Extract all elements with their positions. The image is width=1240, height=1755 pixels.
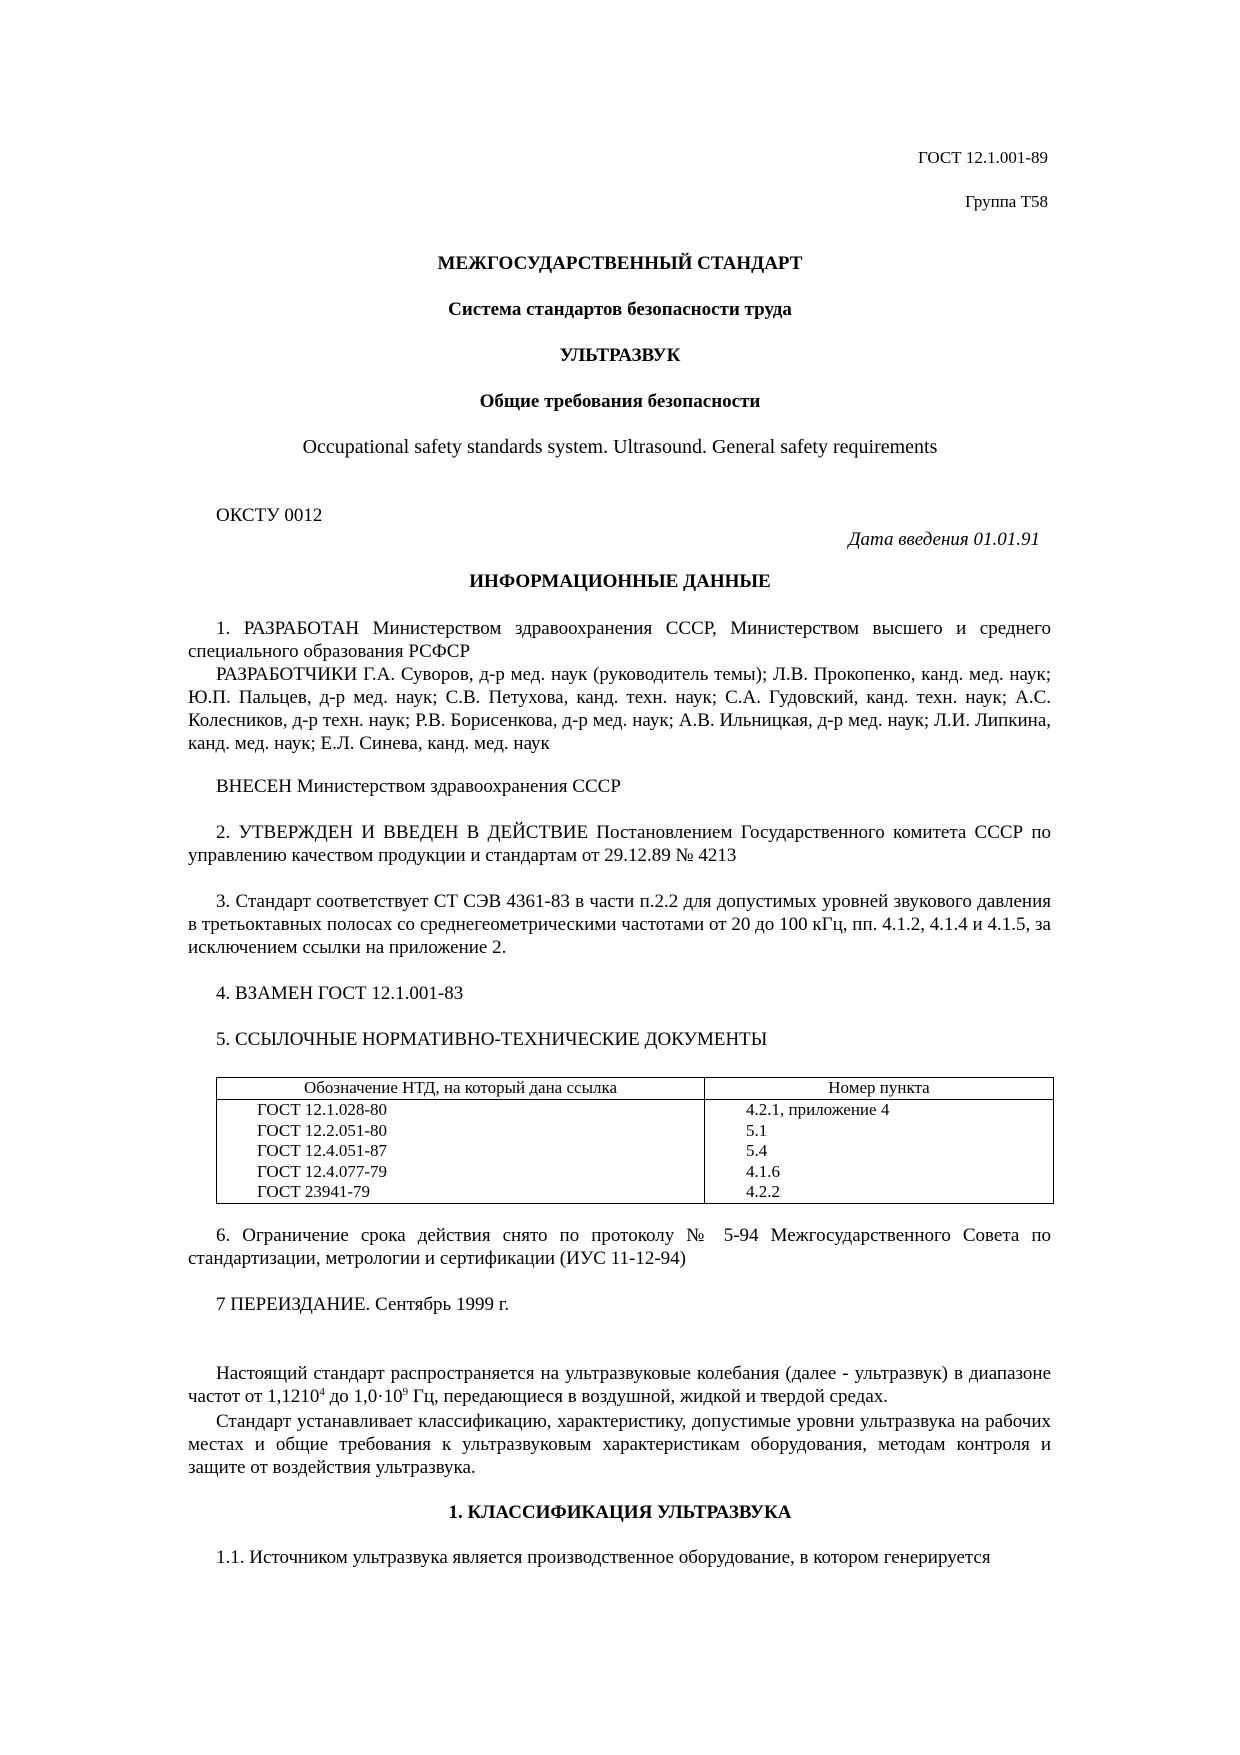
info-block-1: [188, 617, 1051, 755]
table-cell: ГОСТ 12.2.051-80: [217, 1121, 705, 1142]
standard-kind: МЕЖГОСУДАРСТВЕННЫЙ СТАНДАРТ: [437, 253, 803, 274]
info-introduced: ВНЕСЕН Министерством здравоохранения СССР: [216, 776, 621, 797]
info-developed: 1. РАЗРАБОТАН Министерством здравоохранения СССР, Министерством высшего и среднего специального образования РСФСР: [188, 618, 1051, 662]
info-block-introduced: [188, 775, 1051, 798]
clause-1-1-block: [188, 1546, 1051, 1569]
info-block-4: [188, 982, 1051, 1005]
okstu-code: ОКСТУ 0012: [216, 505, 323, 526]
doc-number: ГОСТ 12.1.001-89: [917, 148, 1048, 167]
info-approved: 2. УТВЕРЖДЕН И ВВЕДЕН В ДЕЙСТВИЕ Постановлением Государственного комитета СССР по управлению качеством продукции и стандартам от 29.12.89 № 4213: [188, 822, 1051, 866]
info-block-2: [188, 821, 1051, 867]
info-reissue: 7 ПЕРЕИЗДАНИЕ. Сентябрь 1999 г.: [216, 1294, 510, 1315]
scope-text-a: Настоящий стандарт распространяется на ультразвуковые колебания (далее - ультразвук) в диапазоне частот от 1,12: [188, 1363, 1051, 1407]
info-block-5: [188, 1028, 1051, 1051]
section-1-heading: 1. КЛАССИФИКАЦИЯ УЛЬТРАЗВУКА: [448, 1502, 792, 1523]
table-cell: 4.1.6: [705, 1162, 1054, 1183]
info-developers: РАЗРАБОТЧИКИ Г.А. Суворов, д-р мед. наук (руководитель темы); Л.В. Прокопенко, канд. мед. наук; Ю.П. Пальцев, д-р мед. наук; С.В. Петухова, канд. техн. наук; С.А. Гудовский, канд. техн. наук; А.С. Колесников, д-р техн. наук; Р.В. Борисенкова, д-р мед. наук; А.В. Ильницкая, д-р мед. наук; Л.И. Липкина, канд. мед. наук; Е.Л. Синева, канд. мед. наук: [188, 664, 1051, 754]
table-cell: 5.1: [705, 1121, 1054, 1142]
info-block-3: [188, 890, 1051, 959]
table-cell: 4.2.2: [705, 1182, 1054, 1203]
clause-1-1: 1.1. Источником ультразвука является производственное оборудование, в котором генерируется: [216, 1547, 991, 1568]
table-row: [217, 1121, 1054, 1142]
reference-table: [216, 1077, 1054, 1204]
table-cell: ГОСТ 12.4.051-87: [217, 1141, 705, 1162]
standard-subject: УЛЬТРАЗВУК: [559, 345, 681, 366]
table-cell: 5.4: [705, 1141, 1054, 1162]
scope-exponent-1: 4: [319, 1386, 325, 1398]
group-code: Группа Т58: [965, 192, 1048, 211]
scope-text-d: Гц, передающиеся в воздушной, жидкой и твердой средах.: [408, 1386, 889, 1407]
table-header-cell: Номер пункта: [705, 1078, 1054, 1100]
scope-block: [188, 1362, 1051, 1479]
scope-exponent-2: 9: [402, 1386, 409, 1398]
info-references: 5. ССЫЛОЧНЫЕ НОРМАТИВНО-ТЕХНИЧЕСКИЕ ДОКУМЕНТЫ: [216, 1029, 768, 1050]
table-header-row: [217, 1078, 1054, 1100]
table-row: [217, 1141, 1054, 1162]
scope-text-b: 10: [300, 1386, 320, 1407]
table-cell: ГОСТ 12.4.077-79: [217, 1162, 705, 1183]
intro-date: Дата введения 01.01.91: [848, 529, 1040, 550]
table-cell: ГОСТ 12.1.028-80: [217, 1100, 705, 1121]
table-row: [217, 1100, 1054, 1121]
standard-subtitle: Общие требования безопасности: [479, 391, 761, 412]
english-title: Occupational safety standards system. Ultrasound. General safety requirements: [302, 436, 938, 458]
table-cell: ГОСТ 23941-79: [217, 1182, 705, 1203]
table-row: [217, 1162, 1054, 1183]
standard-system: Система стандартов безопасности труда: [448, 299, 792, 320]
table-header-cell: Обозначение НТД, на который дана ссылка: [217, 1078, 705, 1100]
info-block-6: [188, 1224, 1051, 1270]
info-validity: 6. Ограничение срока действия снято по протоколу № 5-94 Межгосударственного Совета по стандартизации, метрологии и сертификации (ИУС 11-12-94): [188, 1225, 1051, 1269]
scope-text-c: до 1,0·10: [324, 1386, 403, 1407]
info-replaces: 4. ВЗАМЕН ГОСТ 12.1.001-83: [216, 983, 464, 1004]
scope-paragraph-2: Стандарт устанавливает классификацию, характеристику, допустимые уровни ультразвука на рабочих местах и общие требования к ультразвуковым характеристикам оборудования, методам контроля и защите от воздействия ультразвука.: [188, 1411, 1051, 1478]
info-block-7: [188, 1293, 1051, 1316]
table-cell: 4.2.1, приложение 4: [705, 1100, 1054, 1121]
info-heading: ИНФОРМАЦИОННЫЕ ДАННЫЕ: [469, 571, 771, 592]
info-compliance: 3. Стандарт соответствует СТ СЭВ 4361-83 в части п.2.2 для допустимых уровней звукового давления в третьоктавных полосах со среднегеометрическими частотами от 20 до 100 кГц, пп. 4.1.2, 4.1.4 и 4.1.5, за исключением ссылки на приложение 2.: [188, 891, 1051, 958]
table-row: [217, 1182, 1054, 1203]
scope-paragraph: [188, 1362, 1051, 1408]
